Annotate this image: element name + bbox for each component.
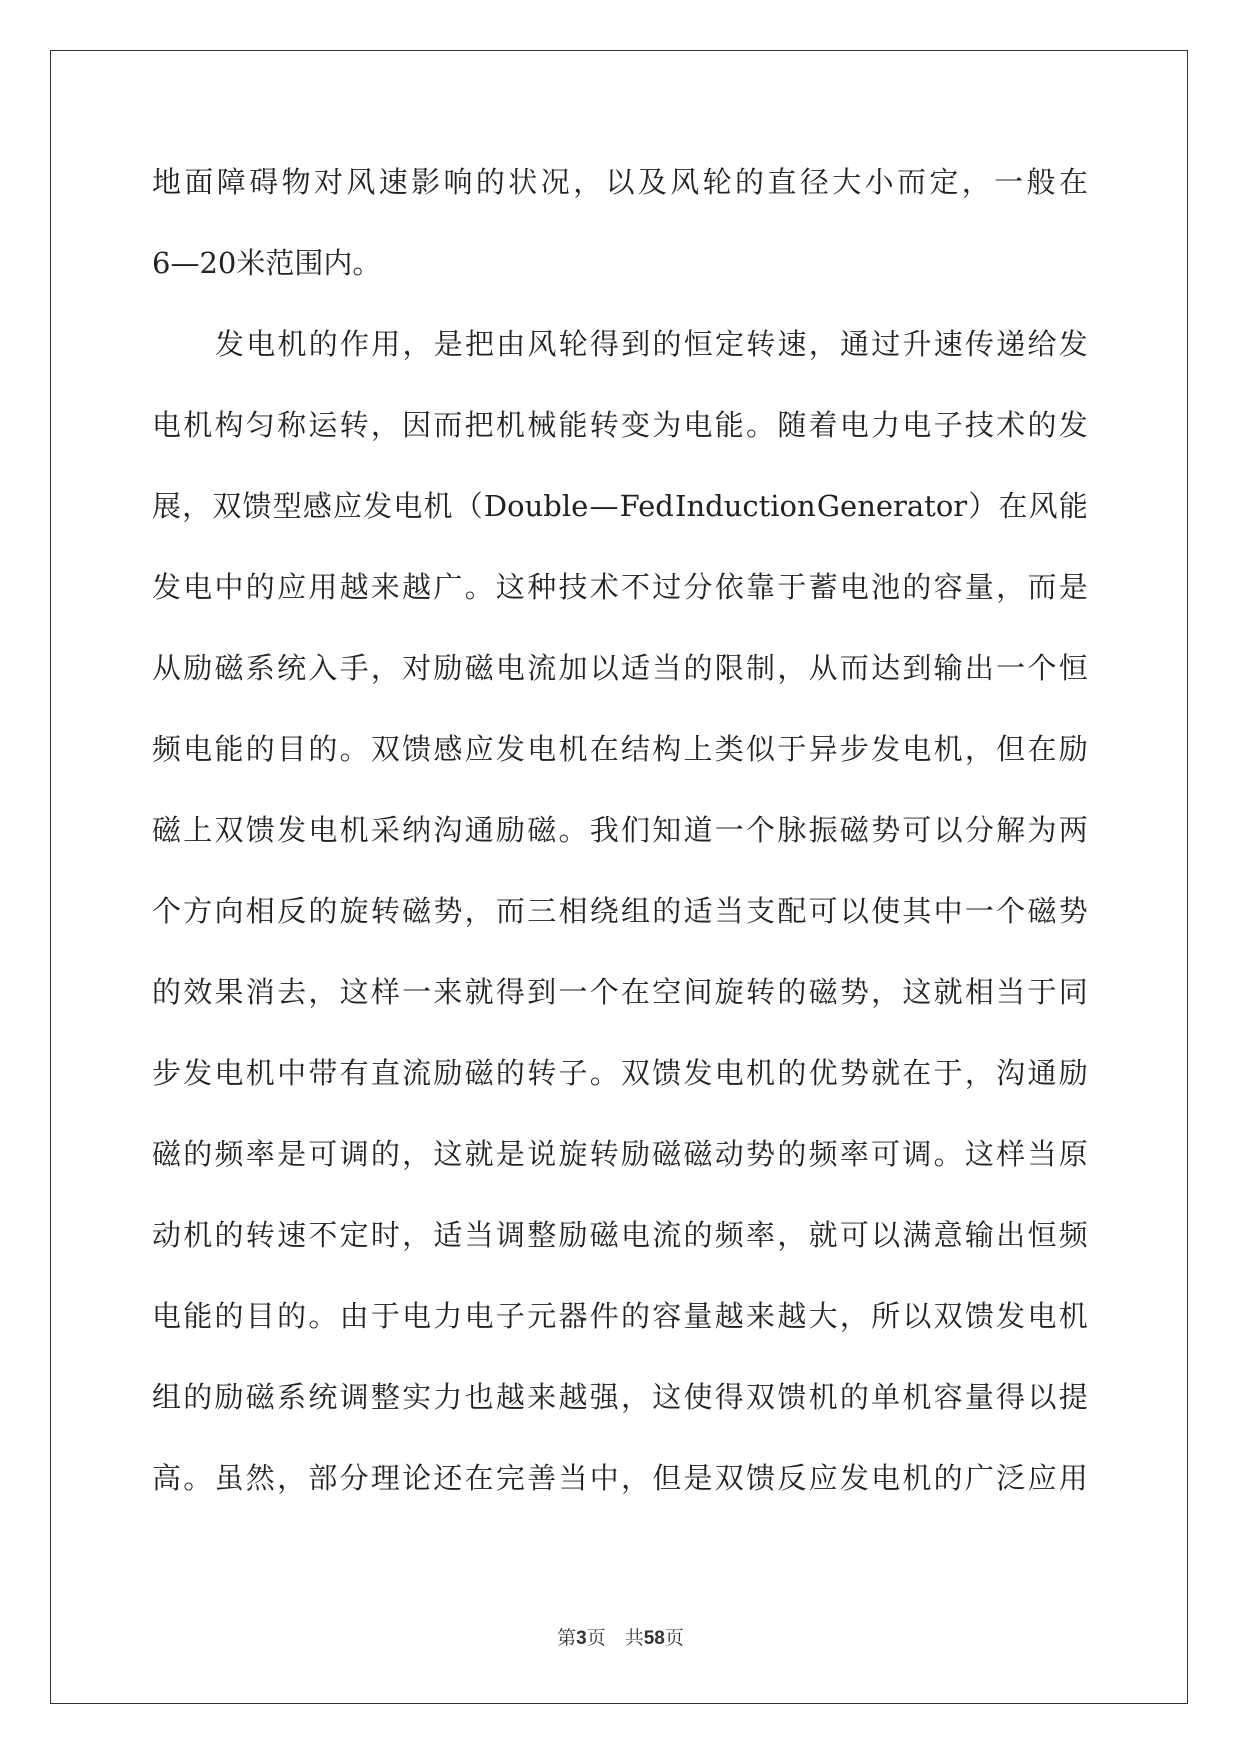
footer-suffix: 页 (664, 1627, 684, 1649)
footer-prefix: 第 (557, 1627, 577, 1649)
text-line: 个 方 向 相 反 的 旋 转 磁 势 ， 而 三 相 绕 组 的 适 当 支 配 可 以 使 其 中 一 个 磁 势 (152, 894, 1088, 928)
text-line: 地 面 障 碍 物 对 风 速 影 响 的 状 况 ， 以 及 风 轮 的 直 径 大 小 而 定 ， 一 般 在 (152, 165, 1088, 199)
text-line: 发 电 机 的 作 用 ， 是 把 由 风 轮 得 到 的 恒 定 转 速 ， 通 过 升 速 传 递 给 发 (215, 327, 1088, 361)
current-page-number: 3 (576, 1628, 587, 1649)
text-line: 频 电 能 的 目 的 。 双 馈 感 应 发 电 机 在 结 构 上 类 似 于 异 步 发 电 机 ， 但 在 励 (152, 732, 1088, 766)
text-line: 磁 上 双 馈 发 电 机 采 纳 沟 通 励 磁 。 我 们 知 道 一 个 脉 振 磁 势 可 以 分 解 为 两 (152, 813, 1088, 847)
text-line: 组 的 励 磁 系 统 调 整 实 力 也 越 来 越 强 ， 这 使 得 双 馈 机 的 单 机 容 量 得 以 提 (152, 1380, 1088, 1414)
text-line: 6—20米范围内。 (152, 246, 382, 280)
body-text (152, 162, 1088, 1539)
text-line: 高 。 虽 然 ， 部 分 理 论 还 在 完 善 当 中 ， 但 是 双 馈 反 应 发 电 机 的 广 泛 应 用 (152, 1461, 1088, 1495)
text-line: 从 励 磁 系 统 入 手 ， 对 励 磁 电 流 加 以 适 当 的 限 制 ， 从 而 达 到 输 出 一 个 恒 (152, 651, 1088, 685)
page-footer (0, 1623, 1241, 1650)
total-page-count: 58 (643, 1628, 665, 1649)
text-line: 步 发 电 机 中 带 有 直 流 励 磁 的 转 子 。 双 馈 发 电 机 的 优 势 就 在 于 ， 沟 通 励 (152, 1056, 1088, 1090)
text-line: 展 ， 双 馈 型 感 应 发 电 机 （ Double — Fed Induction Generator ） 在 风 能 (152, 489, 1088, 523)
text-line: 电 能 的 目 的 。 由 于 电 力 电 子 元 器 件 的 容 量 越 来 越 大 ， 所 以 双 馈 发 电 机 (152, 1299, 1088, 1333)
footer-middle: 页 共 (586, 1627, 644, 1649)
text-line: 动 机 的 转 速 不 定 时 ， 适 当 调 整 励 磁 电 流 的 频 率 ， 就 可 以 满 意 输 出 恒 频 (152, 1218, 1088, 1252)
text-line: 发 电 中 的 应 用 越 来 越 广 。 这 种 技 术 不 过 分 依 靠 于 蓄 电 池 的 容 量 ， 而 是 (152, 570, 1088, 604)
text-line: 电 机 构 匀 称 运 转 ， 因 而 把 机 械 能 转 变 为 电 能 。 随 着 电 力 电 子 技 术 的 发 (152, 408, 1088, 442)
text-line: 的 效 果 消 去 ， 这 样 一 来 就 得 到 一 个 在 空 间 旋 转 的 磁 势 ， 这 就 相 当 于 同 (152, 975, 1088, 1009)
text-line: 磁 的 频 率 是 可 调 的 ， 这 就 是 说 旋 转 励 磁 磁 动 势 的 频 率 可 调 。 这 样 当 原 (152, 1137, 1088, 1171)
